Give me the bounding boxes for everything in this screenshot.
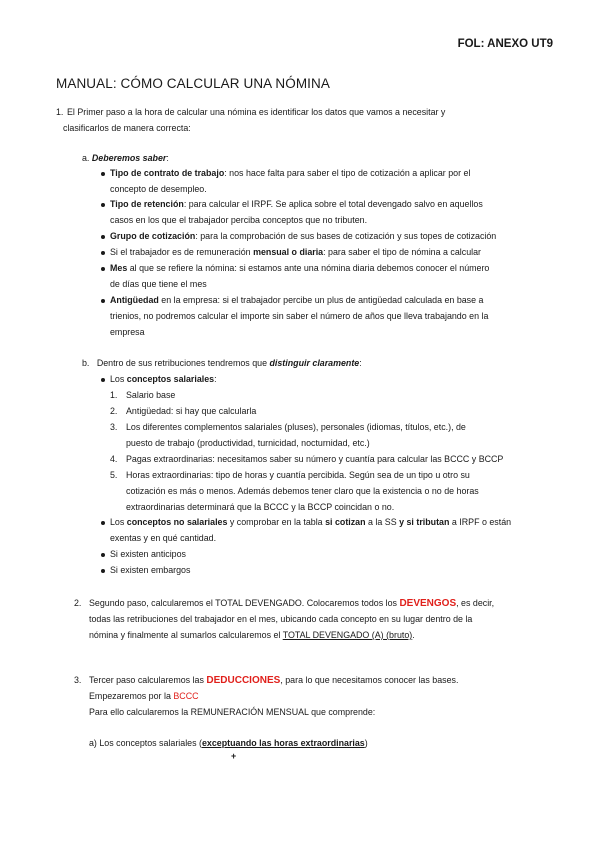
sub-a-label: Deberemos saber <box>91 153 167 163</box>
step-2-number: 2. <box>74 598 82 608</box>
deducciones-highlight: DEDUCCIONES <box>206 675 281 686</box>
numbered-item-continuation: extraordinarias determinará que la BCCC y la BCCP coincidan o no. <box>126 502 395 512</box>
step-3-sub-a: a) Los conceptos salariales (exceptuando las horas extraordinarias) <box>89 738 368 748</box>
list-item: Tipo de retención: para calcular el IRPF. Se aplica sobre el total devengado salvo en aquellos <box>110 199 483 209</box>
list-item-continuation: de días que tiene el mes <box>110 279 207 289</box>
bullet-icon <box>101 251 105 255</box>
numbered-marker: 5. <box>110 470 118 480</box>
step-3-line-1: Tercer paso calcularemos las DEDUCCIONES, para lo que necesitamos conocer las bases. <box>89 675 459 686</box>
bullet-icon <box>101 267 105 271</box>
bullet-icon <box>101 235 105 239</box>
sub-b-marker: b. <box>82 358 90 368</box>
numbered-item-continuation: puesto de trabajo (productividad, turnicidad, nocturnidad, etc.) <box>126 438 370 448</box>
step-1-number: 1. <box>56 107 64 117</box>
numbered-marker: 3. <box>110 422 118 432</box>
step-3-line-2: Empezaremos por la BCCC <box>89 691 199 701</box>
numbered-item-continuation: cotización es más o menos. Además debemos tener claro que la existencia o no de horas <box>126 486 479 496</box>
list-item: Tipo de contrato de trabajo: nos hace falta para saber el tipo de cotización a aplicar por el <box>110 168 471 178</box>
total-devengado-underlined: TOTAL DEVENGADO (A) (bruto) <box>282 630 413 640</box>
step-1-line-2: clasificarlos de manera correcta: <box>63 123 191 133</box>
step-2-line-3: nómina y finalmente al sumarlos calcularemos el TOTAL DEVENGADO (A) (bruto). <box>89 630 415 640</box>
bullet-icon <box>101 203 105 207</box>
step-3-number: 3. <box>74 675 82 685</box>
step-1-line-1: El Primer paso a la hora de calcular una nómina es identificar los datos que vamos a necesitar y <box>67 107 446 117</box>
bccc-highlight: BCCC <box>173 691 199 701</box>
list-item-continuation: trienios, no podremos calcular el importe sin saber el número de años que lleva trabajando en la <box>110 311 489 321</box>
devengos-highlight: DEVENGOS <box>399 598 457 609</box>
step-2-line-2: todas las retribuciones del trabajador en el mes, ubicando cada concepto en su lugar dentro de la <box>89 614 473 624</box>
numbered-marker: 4. <box>110 454 118 464</box>
sub-a-heading: a. Deberemos saber: <box>82 153 169 163</box>
bullet-icon <box>101 553 105 557</box>
sub-a-marker: a. <box>82 153 90 163</box>
list-item-continuation: concepto de desempleo. <box>110 184 207 194</box>
list-item: Los conceptos no salariales y comprobar en la tabla si cotizan a la SS y si tributan a IRPF o están <box>110 517 512 527</box>
list-item-continuation: exentas y en qué cantidad. <box>110 533 217 543</box>
numbered-item: Pagas extraordinarias: necesitamos saber su número y cuantía para calcular las BCCC y BCCP <box>126 454 504 464</box>
list-item: Si existen anticipos <box>110 549 186 559</box>
numbered-marker: 1. <box>110 390 118 400</box>
bullet-icon <box>101 378 105 382</box>
sub-b-heading: b. Dentro de sus retribuciones tendremos que distinguir claramente: <box>82 358 362 368</box>
numbered-item: Los diferentes complementos salariales (pluses), personales (idiomas, títulos, etc.), de <box>126 422 466 432</box>
list-item: Si el trabajador es de remuneración mensual o diaria: para saber el tipo de nómina a calcular <box>110 247 481 257</box>
list-item: Antigüedad en la empresa: si el trabajador percibe un plus de antigüedad calculada en base a <box>110 295 484 305</box>
bullet-icon <box>101 521 105 525</box>
plus-sign: + <box>231 751 237 761</box>
step-3-line-3: Para ello calcularemos la REMUNERACIÓN MENSUAL que comprende: <box>89 707 376 717</box>
bullet-icon <box>101 569 105 573</box>
bullet-icon <box>101 299 105 303</box>
list-item: Grupo de cotización: para la comprobación de sus bases de cotización y sus topes de cotización <box>110 231 497 241</box>
document-header: FOL: ANEXO UT9 <box>457 38 553 50</box>
numbered-item: Antigüedad: si hay que calcularla <box>126 406 257 416</box>
numbered-item: Salario base <box>126 390 176 400</box>
list-item: Mes al que se refiere la nómina: si estamos ante una nómina diaria debemos conocer el número <box>110 263 490 273</box>
bullet-icon <box>101 172 105 176</box>
list-item-continuation: empresa <box>110 327 145 337</box>
document-title: MANUAL: CÓMO CALCULAR UNA NÓMINA <box>56 76 330 91</box>
list-item: Los conceptos salariales: <box>110 374 217 384</box>
list-item: Si existen embargos <box>110 565 191 575</box>
step-2-line-1: Segundo paso, calcularemos el TOTAL DEVENGADO. Colocaremos todos los DEVENGOS, es decir, <box>89 598 495 609</box>
exceptuando-underlined: exceptuando las horas extraordinarias <box>201 738 365 748</box>
numbered-marker: 2. <box>110 406 118 416</box>
numbered-item: Horas extraordinarias: tipo de horas y cuantía percibida. Según sea de un tipo u otro su <box>126 470 470 480</box>
list-item-continuation: casos en los que el trabajador perciba conceptos que no tributen. <box>110 215 368 225</box>
